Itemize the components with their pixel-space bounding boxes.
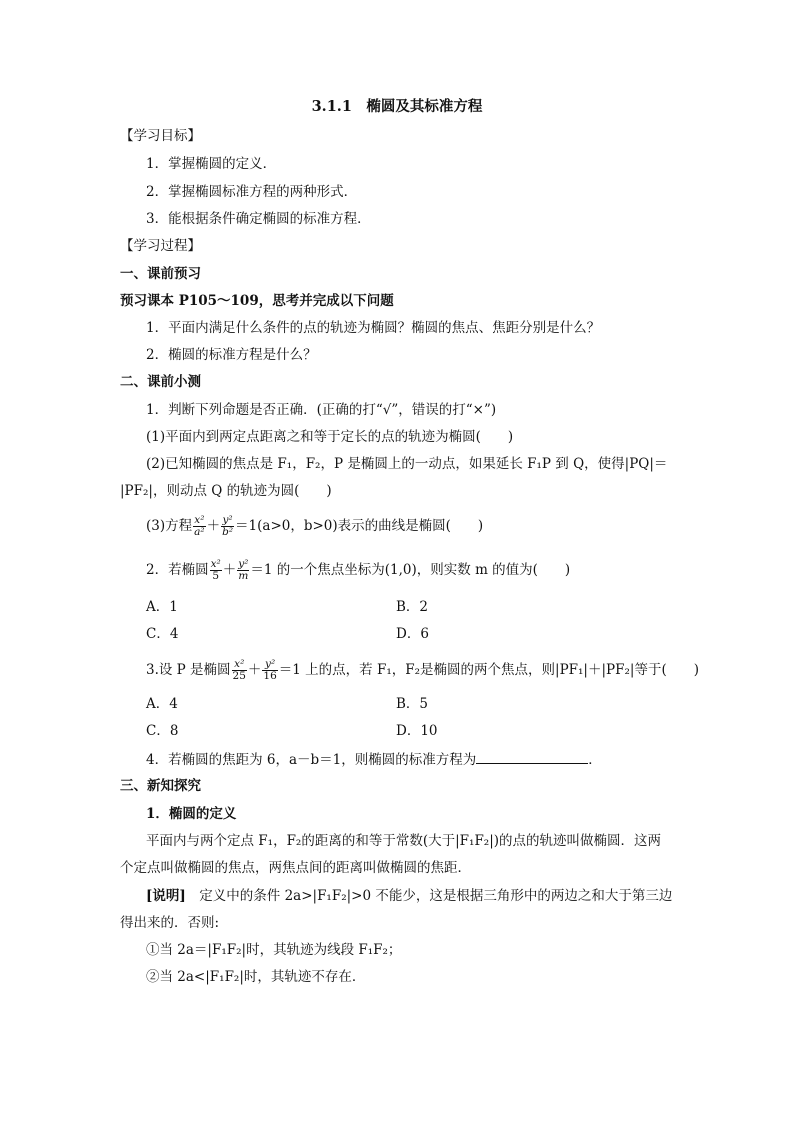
goal-item: 2．掌握椭圆标准方程的两种形式． bbox=[146, 184, 358, 200]
goal-item: 3．能根据条件确定椭圆的标准方程． bbox=[146, 211, 371, 227]
quiz-subquestion-equation bbox=[146, 512, 483, 540]
quiz-header: 二、课前小测 bbox=[120, 374, 201, 390]
option-c: C．8 bbox=[146, 723, 179, 739]
denominator: m bbox=[238, 570, 249, 582]
option-d: D．10 bbox=[396, 723, 438, 739]
option-d: D．6 bbox=[396, 626, 429, 642]
text-suffix: ＝1 上的点，若 F₁，F₂是椭圆的两个焦点，则|PF₁|＋|PF₂|等于( ) bbox=[278, 662, 699, 678]
denominator: 16 bbox=[263, 670, 277, 682]
definition-paragraph: 平面内与两个定点 F₁，F₂的距离的和等于常数(大于|F₁F₂|)的点的轨迹叫做椭圆．这两 bbox=[146, 833, 662, 849]
note-paragraph bbox=[146, 886, 672, 906]
denominator: 25 bbox=[232, 670, 246, 682]
definition-header: 1．椭圆的定义 bbox=[146, 806, 237, 822]
numerator: x² bbox=[194, 514, 205, 526]
option-c: C．4 bbox=[146, 626, 179, 642]
numerator: y² bbox=[222, 514, 233, 526]
quiz-question: 1．判断下列命题是否正确．(正确的打“√”，错误的打“×”) bbox=[146, 402, 497, 418]
quiz-subquestion-cont: |PF₂|，则动点 Q 的轨迹为圆( ) bbox=[120, 483, 332, 499]
plus-sign: ＋ bbox=[222, 562, 237, 578]
option-a: A．1 bbox=[146, 599, 178, 615]
preview-instruction: 预习课本 P105～109，思考并完成以下问题 bbox=[120, 293, 394, 309]
page-title: 3.1.1 椭圆及其标准方程 bbox=[311, 98, 483, 115]
fraction-y2-m bbox=[237, 559, 249, 582]
preview-question: 2．椭圆的标准方程是什么？ bbox=[146, 347, 317, 363]
plus-sign: ＋ bbox=[247, 662, 262, 678]
note-case: ②当 2a<|F₁F₂|时，其轨迹不存在． bbox=[146, 969, 366, 985]
quiz-question-2 bbox=[146, 556, 570, 584]
option-b: B．2 bbox=[396, 599, 429, 615]
fraction-x2-5 bbox=[210, 559, 222, 582]
quiz-question-4 bbox=[146, 749, 602, 770]
option-b: B．5 bbox=[396, 696, 429, 712]
denominator: b² bbox=[222, 526, 234, 538]
note-label: [说明] bbox=[146, 888, 186, 904]
goal-item: 1．掌握椭圆的定义． bbox=[146, 156, 277, 172]
text-suffix: ＝1 的一个焦点坐标为(1,0)，则实数 m 的值为( ) bbox=[250, 562, 571, 578]
fraction-x2-25 bbox=[232, 659, 247, 682]
quiz-question-3 bbox=[146, 656, 699, 684]
goals-header: 【学习目标】 bbox=[120, 128, 201, 144]
note-case: ①当 2a＝|F₁F₂|时，其轨迹为线段 F₁F₂； bbox=[146, 942, 402, 958]
preview-question: 1．平面内满足什么条件的点的轨迹为椭圆？椭圆的焦点、焦距分别是什么？ bbox=[146, 320, 601, 336]
preview-header: 一、课前预习 bbox=[120, 266, 201, 282]
fraction-x2-a2 bbox=[193, 515, 205, 538]
numerator: y² bbox=[262, 659, 277, 671]
text-prefix: (3)方程 bbox=[146, 518, 193, 534]
fraction-y2-16 bbox=[262, 659, 277, 682]
text-suffix: ． bbox=[588, 752, 602, 768]
text-suffix: ＝1(a>0，b>0)表示的曲线是椭圆( ) bbox=[235, 518, 484, 534]
denominator: 5 bbox=[212, 570, 219, 582]
plus-sign: ＋ bbox=[206, 518, 221, 534]
definition-paragraph-cont: 个定点叫做椭圆的焦点，两焦点间的距离叫做椭圆的焦距． bbox=[120, 860, 471, 876]
numerator: y² bbox=[238, 558, 249, 570]
note-paragraph-cont: 得出来的．否则: bbox=[120, 915, 220, 931]
text-prefix: 4．若椭圆的焦距为 6，a－b＝1，则椭圆的标准方程为 bbox=[146, 752, 477, 768]
quiz-subquestion: (2)已知椭圆的焦点是 F₁，F₂，P 是椭圆上的一动点，如果延长 F₁P 到 Q，使得|PQ|＝ bbox=[146, 456, 668, 472]
explore-header: 三、新知探究 bbox=[120, 778, 201, 794]
numerator: x² bbox=[232, 659, 247, 671]
fraction-y2-b2 bbox=[221, 515, 234, 538]
option-a: A．4 bbox=[146, 696, 178, 712]
process-header: 【学习过程】 bbox=[120, 238, 201, 254]
denominator: a² bbox=[194, 526, 205, 538]
answer-blank[interactable] bbox=[476, 749, 588, 764]
text-prefix: 3.设 P 是椭圆 bbox=[146, 662, 231, 678]
quiz-subquestion: (1)平面内到两定点距离之和等于定长的点的轨迹为椭圆( ) bbox=[146, 429, 514, 445]
numerator: x² bbox=[210, 558, 221, 570]
text-prefix: 2．若椭圆 bbox=[146, 562, 209, 578]
note-text: 定义中的条件 2a>|F₁F₂|>0 不能少，这是根据三角形中的两边之和大于第三边 bbox=[185, 888, 673, 904]
